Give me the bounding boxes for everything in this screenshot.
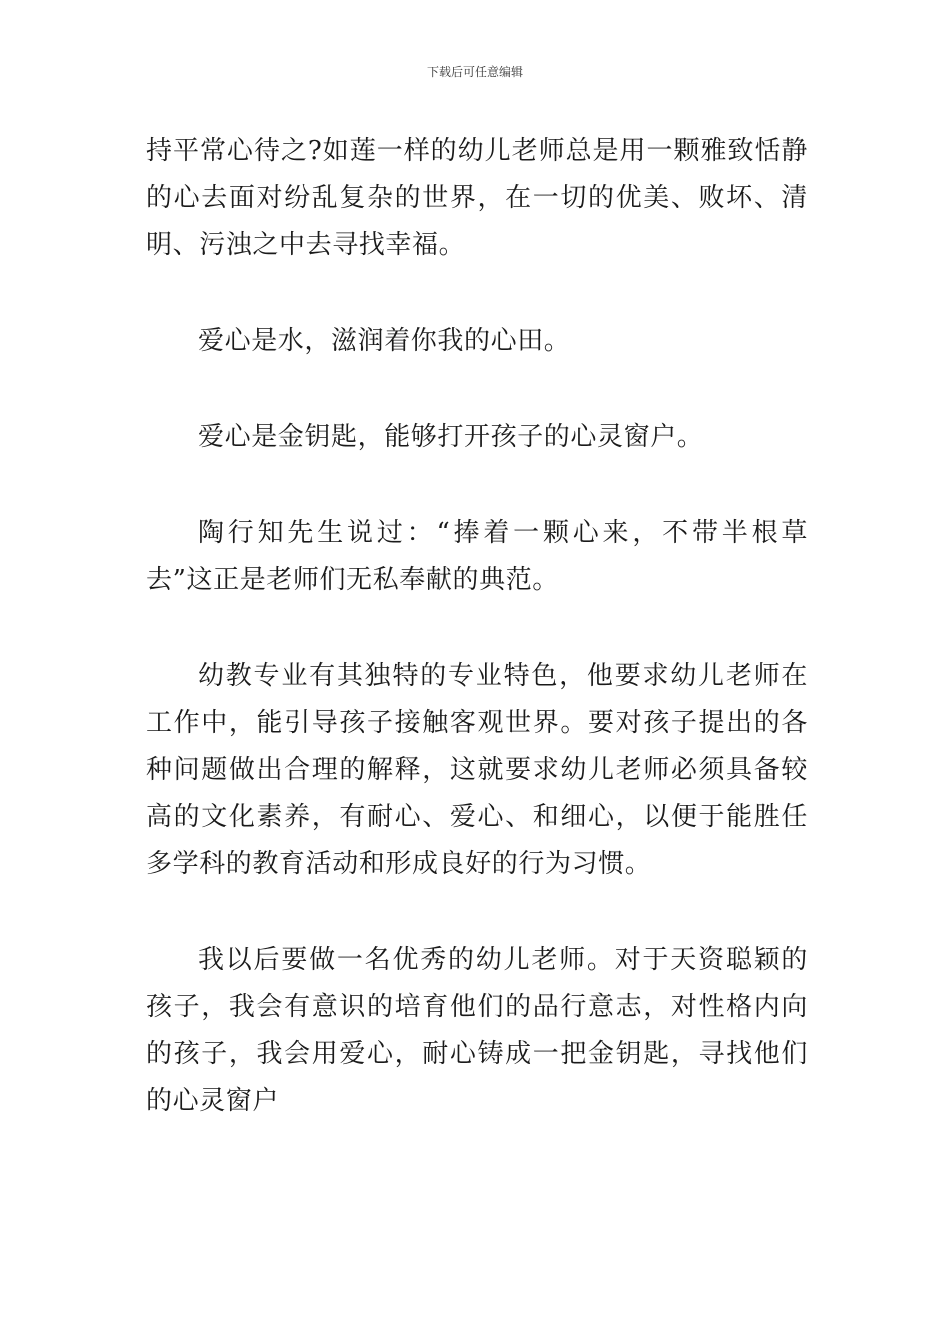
- paragraph-6: 我以后要做一名优秀的幼儿老师。对于天资聪颖的孩子，我会有意识的培育他们的品行意志，对性格内向的孩子，我会用爱心，耐心铸成一把金钥匙，寻找他们的心灵窗户: [146, 945, 808, 1116]
- paragraph-5: 幼教专业有其独特的专业特色，他要求幼儿老师在工作中，能引导孩子接触客观世界。要对孩子提出的各种问题做出合理的解释，这就要求幼儿老师必须具备较高的文化素养，有耐心、爱心、和细心，以便于能胜任多学科的教育活动和形成良好的行为习惯。: [146, 661, 808, 879]
- paragraph-3: 爱心是金钥匙，能够打开孩子的心灵窗户。: [198, 422, 704, 452]
- paragraph-1: 持平常心待之?如莲一样的幼儿老师总是用一颗雅致恬静的心去面对纷乱复杂的世界，在一切的优美、败坏、清明、污浊之中去寻找幸福。: [146, 136, 808, 260]
- paragraph-2: 爱心是水，滋润着你我的心田。: [198, 326, 571, 356]
- page-header: 下载后可任意编辑: [426, 65, 523, 79]
- document-body: [146, 128, 808, 1174]
- paragraph-4: 陶行知先生说过：“捧着一颗心来，不带半根草去”这正是老师们无私奉献的典范。: [146, 518, 808, 595]
